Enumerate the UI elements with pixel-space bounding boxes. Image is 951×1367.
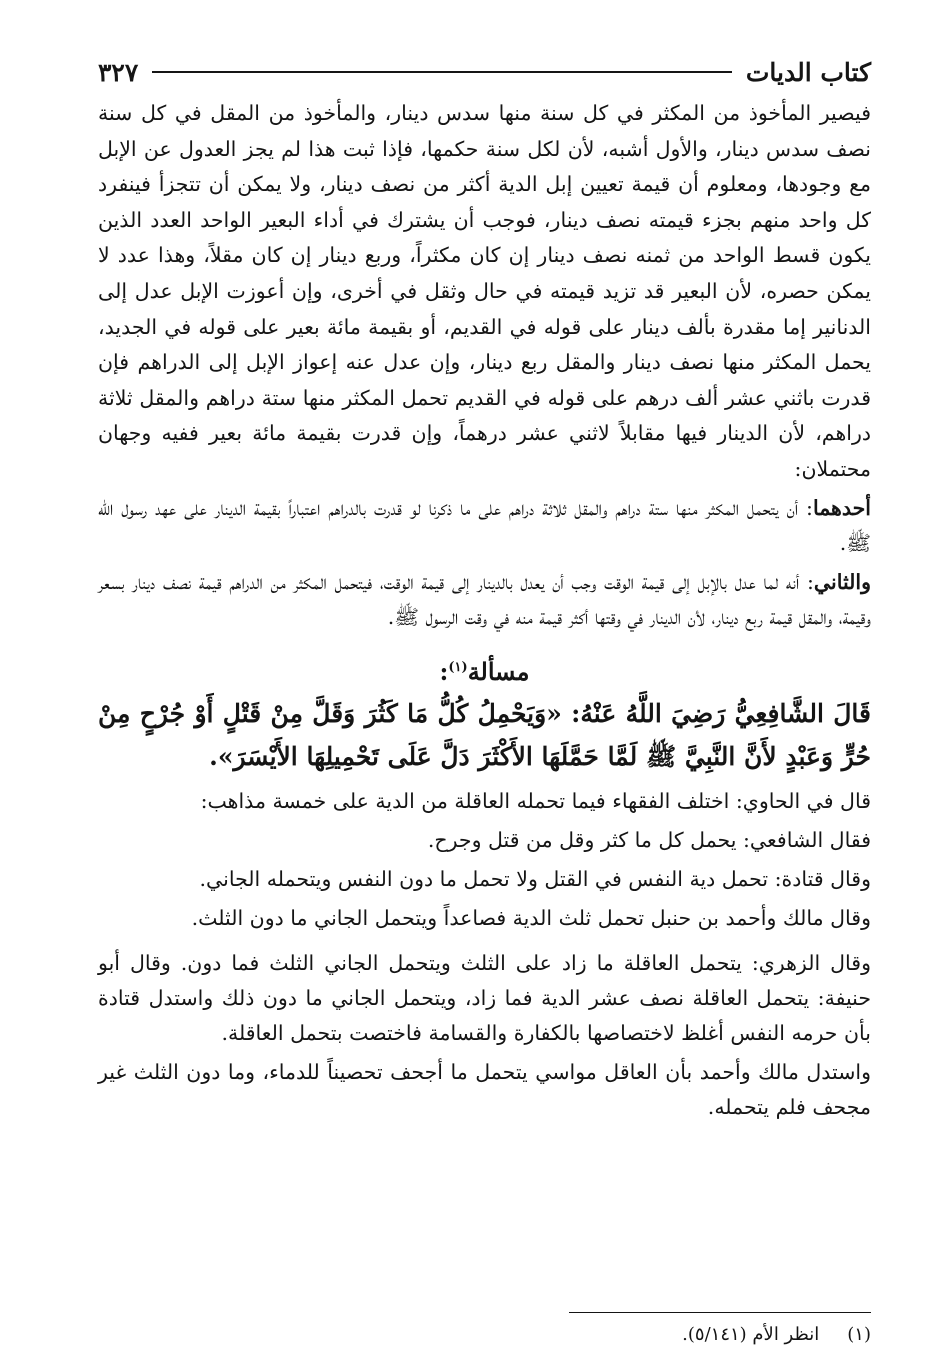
masala-heading-text: مسألة (467, 656, 530, 686)
chapter-title: كتاب الديات (745, 57, 871, 87)
madhahib-list (98, 784, 871, 1125)
shafii-quote: قَالَ الشَّافِعِيُّ رَضِيَ اللَّهُ عَنْهُ: «وَيَحْمِلُ كُلُّ مَا كَثُرَ وَقَلَّ مِنْ قَتْلٍ أَوْ جُرْحٍ مِنْ حُرٍّ وَعَبْدٍ لأَنَّ النَّبِيَّ ﷺ لَمَّا حَمَّلَهَا الأَكْثَرَ دَلَّ عَلَى تَحْمِيلِهَا الأَيْسَرَ». (98, 698, 871, 771)
opinion-second (98, 565, 871, 636)
footnote-rule (569, 1312, 871, 1313)
opinion-first-text: : أن يتحمل المكثر منها ستة دراهم والمقل ثلاثة دراهم على ما ذكرنا لو قدرت بالدراهم اعتباراً بقيمة الدينار على عهد رسول الله ﷺ. (98, 495, 871, 556)
page-body (98, 96, 871, 1129)
footnote-reference: (١) (448, 659, 468, 675)
opinion-second-text: : أنه لما عدل بالإبل إلى قيمة الوقت وجب أن يعدل بالدينار إلى قيمة الوقت، فيتحمل المكثر من الدراهم قيمة نصف دينار بسعر وقيمة، والمقل قيمة ربع دينار، لأن الدينار في وقتها أكثر قيمة منه في وقت الرسول ﷺ. (98, 569, 871, 630)
running-header (98, 50, 871, 94)
opinion-first (98, 491, 871, 562)
qatada-view: وقال قتادة: تحمل دية النفس في القتل ولا تحمل ما دون النفس ويتحمله الجاني. (199, 866, 871, 891)
page-number: ٣٢٧ (98, 57, 139, 87)
masala-heading (98, 648, 871, 692)
hawi-intro: قال في الحاوي: اختلف الفقهاء فيما تحمله العاقلة من الدية على خمسة مذاهب: (200, 788, 871, 813)
zuhri-abuhanifa-view: وقال الزهري: يتحمل العاقلة ما زاد على الثلث ويتحمل الجاني الثلث فما دون. وقال أبو حنيفة: يتحمل العاقلة نصف عشر الدية فما زاد، ويتحمل الجاني ما دون ذلك واستدل قتادة بأن حرمه النفس أغلظ لاختصاصها بالكفارة والقسامة فاختصت بتحمل العاقلة. (98, 950, 871, 1045)
malik-ahmad-view: وقال مالك وأحمد بن حنبل تحمل ثلث الدية فصاعداً ويتحمل الجاني ما دون الثلث. (191, 905, 871, 930)
paragraph-dinar-shares: فيصير المأخوذ من المكثر في كل سنة منها سدس دينار، والمأخوذ من المقل في كل سنة نصف سدس دينار، والأول أشبه، لأن لكل سنة حكمها، فإذا ثبت هذا لم يجز العدول عن الإبل مع وجودها، ومعلوم أن قيمة تعيين إبل الدية أكثر من نصف دينار، ولا يمكن أن تتجزأ فينفرد كل واحد منهم بجزء قيمته نصف دينار، فوجب أن يشترك في أداء البعير الواحد العدد الذين يكون قسط الواحد من ثمنه نصف دينار إن كان مكثراً، وربع دينار إن كان مقلاً، وهذا عدد لا يمكن حصره، لأن البعير قد تزيد قيمته في حال وثقل في أخرى، وإن أعوزت الإبل عدل إلى الدنانير إما مقدرة بألف دينار على قوله في القديم، أو بقيمة مائة بعير على قوله في الجديد، يحمل المكثر منها نصف دينار والمقل ربع دينار، وإن عدل عنه إعواز الإبل إلى الدراهم فإن قدرت باثني عشر ألف درهم على قوله في القديم تحمل المكثر منها ستة دراهم والمقل ثلاثة دراهم، لأن الدينار فيها مقابلاً لاثني عشر درهماً، وإن قدرت بقيمة مائة بعير ففيه وجهان محتملان: (98, 101, 871, 481)
masala-heading-colon: : (439, 656, 449, 686)
malik-ahmad-argument: واستدل مالك وأحمد بأن العاقل مواسي يتحمل ما أجحف تحصيناً للدماء، وما دون الثلث غير مجحف فلم يتحمله. (98, 1059, 871, 1119)
header-rule (152, 71, 732, 73)
opinion-first-label: أحدهما (812, 495, 871, 520)
opinion-second-label: والثاني (813, 569, 871, 594)
footnote (682, 1322, 871, 1348)
shafii-view: فقال الشافعي: يحمل كل ما كثر وقل من قتل وجرح. (427, 827, 871, 852)
footnote-number: (١) (847, 1324, 871, 1345)
footnote-text: انظر الأم (٥/١٤١). (682, 1324, 820, 1345)
